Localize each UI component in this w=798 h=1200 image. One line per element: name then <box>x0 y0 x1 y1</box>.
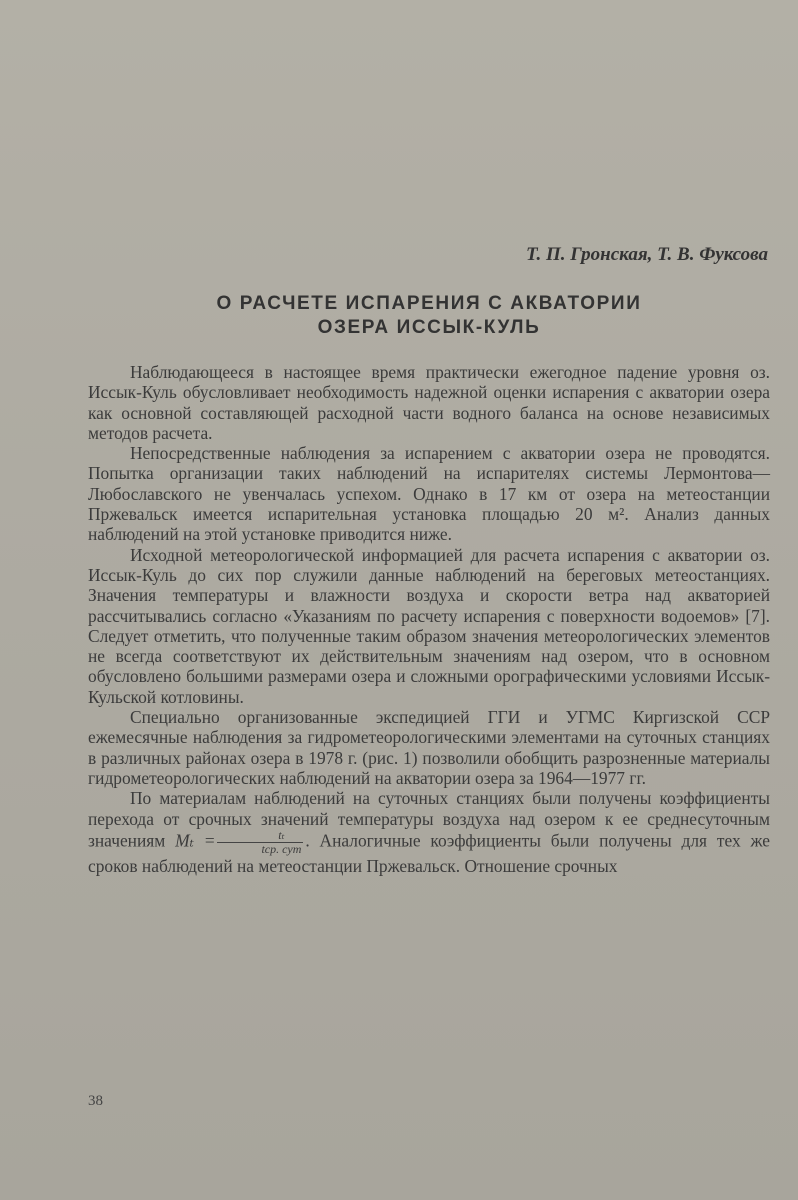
paragraph-5 <box>88 788 770 876</box>
page-number: 38 <box>88 1093 103 1109</box>
authors: Т. П. Гронская, Т. В. Фуксова <box>526 244 768 265</box>
paragraph-3: Исходной метеорологической информацией для расчета испарения с акватории оз. Иссык-Куль до сих пор служили данные наблюдений на береговых метеостанциях. Значения температуры и влажности воздуха и скорости ветра над акваторией рассчитывались согласно «Указаниям по расчету испарения с поверхности водоемов» [7]. Следует отметить, что полученные таким образом значения метеорологических элементов не всегда соответствуют их действительным значениям над озером, что в основном обусловлено большими размерами озера и сложными орографическими условиями Иссык-Кульской котловины. <box>88 544 770 707</box>
paragraph-4: Специально организованные экспедицией ГГИ и УГМС Киргизской ССР ежемесячные наблюдения за гидрометеорологическими элементами на суточных станциях в различных районах озера в 1978 г. (рис. 1) позволили обобщить разрозненные материалы гидрометеорологических наблюдений на акватории озера за 1964—1977 гг. <box>88 707 770 788</box>
paragraph-5-text-before: По материалам наблюдений на суточных станциях были получены коэффициенты перехода от срочных значений температуры воздуха над озером к ее среднесуточным значениям <box>88 788 770 851</box>
title-line-2: ОЗЕРА ИССЫК-КУЛЬ <box>317 317 541 338</box>
paragraph-2: Непосредственные наблюдения за испарением с акватории озера не проводятся. Попытка организации таких наблюдений на испарителях системы Лермонтова—Любославского не увенчалась успехом. Однако в 17 км от озера на метеостанции Пржевальск имеется испарительная установка площадью 20 м². Анализ данных наблюдений на этой установке приводится ниже. <box>88 443 770 545</box>
paragraph-1: Наблюдающееся в настоящее время практически ежегодное падение уровня оз. Иссык-Куль обусловливает необходимость надежной оценки испарения с акватории озера как основной составляющей расходной части водного баланса на основе независимых методов расчета. <box>88 362 770 443</box>
article-title <box>90 292 768 340</box>
article-body <box>88 362 770 876</box>
formula-numerator: tₜ <box>217 829 303 843</box>
formula-fraction <box>217 829 303 856</box>
paragraph-5-text-after: . Аналогичные коэффициенты были получены для тех же сроков наблюдений на метеостанции Пржевальск. Отношение срочных <box>88 830 770 876</box>
formula-lhs: Mₜ = <box>175 830 216 851</box>
title-line-1: О РАСЧЕТЕ ИСПАРЕНИЯ С АКВАТОРИИ <box>216 293 642 314</box>
formula-denominator: tср. сут <box>261 841 302 856</box>
